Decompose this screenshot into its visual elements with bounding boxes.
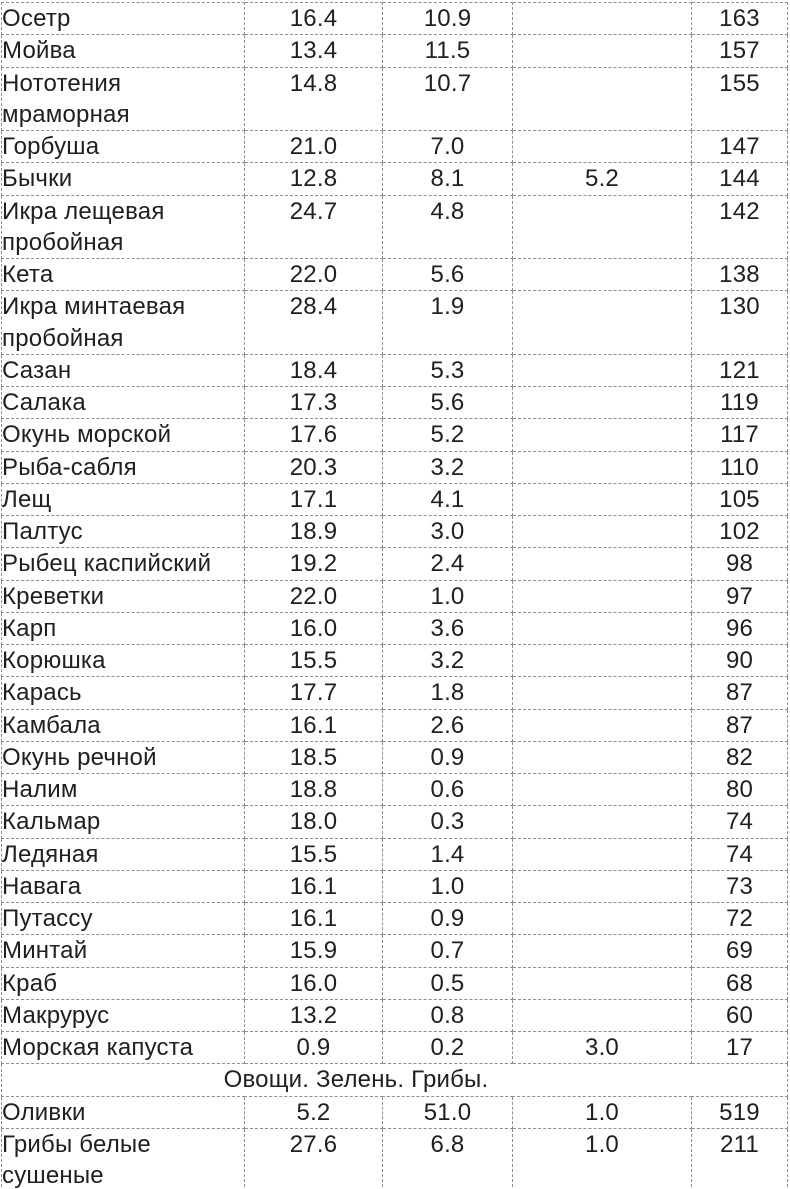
protein-cell: 16.0 [245, 612, 383, 644]
fat-cell: 1.4 [383, 838, 513, 870]
table-row [2, 870, 788, 902]
table-row [2, 516, 788, 548]
fat-cell: 1.0 [383, 580, 513, 612]
fat-cell: 1.8 [383, 677, 513, 709]
calories-cell: 519 [692, 1096, 788, 1128]
food-name-cell: Навага [2, 870, 245, 902]
food-name-cell: Палтус [2, 516, 245, 548]
carbs-cell [513, 709, 692, 741]
fat-cell: 2.4 [383, 548, 513, 580]
calories-cell: 69 [692, 935, 788, 967]
carbs-cell [513, 935, 692, 967]
protein-cell: 22.0 [245, 580, 383, 612]
fat-cell: 5.3 [383, 354, 513, 386]
calories-cell: 72 [692, 903, 788, 935]
carbs-cell: 5.2 [513, 163, 692, 195]
protein-cell: 18.0 [245, 806, 383, 838]
carbs-cell [513, 195, 692, 259]
calories-cell: 211 [692, 1128, 788, 1189]
food-name-cell: Налим [2, 774, 245, 806]
table-row [2, 935, 788, 967]
table-row [2, 131, 788, 163]
table-row [2, 67, 788, 131]
protein-cell: 0.9 [245, 1032, 383, 1064]
protein-cell: 13.4 [245, 35, 383, 67]
protein-cell: 17.7 [245, 677, 383, 709]
calories-cell: 17 [692, 1032, 788, 1064]
calories-cell: 157 [692, 35, 788, 67]
fat-cell: 0.9 [383, 903, 513, 935]
protein-cell: 14.8 [245, 67, 383, 131]
food-name-cell: Лещ [2, 483, 245, 515]
table-row [2, 195, 788, 259]
carbs-cell [513, 387, 692, 419]
table-row [2, 1128, 788, 1189]
fat-cell: 2.6 [383, 709, 513, 741]
protein-cell: 12.8 [245, 163, 383, 195]
table-row [2, 483, 788, 515]
fat-cell: 5.2 [383, 419, 513, 451]
carbs-cell [513, 580, 692, 612]
fat-cell: 0.9 [383, 741, 513, 773]
carbs-cell [513, 774, 692, 806]
carbs-cell [513, 3, 692, 35]
calories-cell: 80 [692, 774, 788, 806]
table-row [2, 774, 788, 806]
calories-cell: 73 [692, 870, 788, 902]
fat-cell: 6.8 [383, 1128, 513, 1189]
calories-cell: 97 [692, 580, 788, 612]
calories-cell: 96 [692, 612, 788, 644]
food-name-cell: Минтай [2, 935, 245, 967]
carbs-cell [513, 131, 692, 163]
food-name-cell: Кальмар [2, 806, 245, 838]
protein-cell: 20.3 [245, 451, 383, 483]
fat-cell: 0.6 [383, 774, 513, 806]
carbs-cell [513, 516, 692, 548]
calories-cell: 87 [692, 677, 788, 709]
carbs-cell: 1.0 [513, 1096, 692, 1128]
carbs-cell [513, 999, 692, 1031]
fat-cell: 4.1 [383, 483, 513, 515]
carbs-cell: 1.0 [513, 1128, 692, 1189]
carbs-cell: 3.0 [513, 1032, 692, 1064]
fat-cell: 0.8 [383, 999, 513, 1031]
protein-cell: 27.6 [245, 1128, 383, 1189]
fat-cell: 5.6 [383, 259, 513, 291]
calories-cell: 74 [692, 806, 788, 838]
fat-cell: 5.6 [383, 387, 513, 419]
calories-cell: 60 [692, 999, 788, 1031]
food-name-cell: Икра лещевая пробойная [2, 195, 245, 259]
food-name-cell: Сазан [2, 354, 245, 386]
table-row [2, 354, 788, 386]
fat-cell: 51.0 [383, 1096, 513, 1128]
carbs-cell [513, 259, 692, 291]
carbs-cell [513, 35, 692, 67]
calorie-table [1, 2, 788, 1189]
food-name-cell: Корюшка [2, 645, 245, 677]
food-name-cell: Рыбец каспийский [2, 548, 245, 580]
table-row [2, 451, 788, 483]
table-row [2, 259, 788, 291]
fat-cell: 0.2 [383, 1032, 513, 1064]
table-row [2, 1032, 788, 1064]
calories-cell: 87 [692, 709, 788, 741]
protein-cell: 22.0 [245, 259, 383, 291]
protein-cell: 16.0 [245, 967, 383, 999]
protein-cell: 18.8 [245, 774, 383, 806]
calories-cell: 155 [692, 67, 788, 131]
calories-cell: 144 [692, 163, 788, 195]
carbs-cell [513, 645, 692, 677]
protein-cell: 13.2 [245, 999, 383, 1031]
table-row [2, 419, 788, 451]
food-name-cell: Окунь речной [2, 741, 245, 773]
calories-cell: 98 [692, 548, 788, 580]
table-row [2, 677, 788, 709]
fat-cell: 1.0 [383, 870, 513, 902]
table-row [2, 838, 788, 870]
carbs-cell [513, 354, 692, 386]
food-name-cell: Грибы белые сушеные [2, 1128, 245, 1189]
table-row [2, 612, 788, 644]
calories-cell: 74 [692, 838, 788, 870]
table-row [2, 741, 788, 773]
table-row [2, 967, 788, 999]
food-name-cell: Карась [2, 677, 245, 709]
fat-cell: 0.5 [383, 967, 513, 999]
food-name-cell: Окунь морской [2, 419, 245, 451]
fat-cell: 11.5 [383, 35, 513, 67]
protein-cell: 24.7 [245, 195, 383, 259]
protein-cell: 16.1 [245, 870, 383, 902]
calories-cell: 121 [692, 354, 788, 386]
food-name-cell: Креветки [2, 580, 245, 612]
fat-cell: 3.2 [383, 645, 513, 677]
carbs-cell [513, 967, 692, 999]
fat-cell: 3.6 [383, 612, 513, 644]
carbs-cell [513, 677, 692, 709]
protein-cell: 28.4 [245, 291, 383, 355]
protein-cell: 18.5 [245, 741, 383, 773]
carbs-cell [513, 419, 692, 451]
fat-cell: 0.7 [383, 935, 513, 967]
food-name-cell: Нототения мраморная [2, 67, 245, 131]
carbs-cell [513, 483, 692, 515]
section-row [2, 1064, 788, 1096]
food-name-cell: Осетр [2, 3, 245, 35]
protein-cell: 17.1 [245, 483, 383, 515]
carbs-cell [513, 67, 692, 131]
calories-cell: 68 [692, 967, 788, 999]
table-row [2, 580, 788, 612]
calories-cell: 117 [692, 419, 788, 451]
table-row [2, 35, 788, 67]
fat-cell: 10.7 [383, 67, 513, 131]
food-name-cell: Рыба-сабля [2, 451, 245, 483]
calories-cell: 147 [692, 131, 788, 163]
food-name-cell: Макрурус [2, 999, 245, 1031]
fat-cell: 1.9 [383, 291, 513, 355]
calorie-table-body [2, 3, 788, 1189]
food-name-cell: Ледяная [2, 838, 245, 870]
food-name-cell: Путассу [2, 903, 245, 935]
fat-cell: 8.1 [383, 163, 513, 195]
calories-cell: 130 [692, 291, 788, 355]
table-row [2, 999, 788, 1031]
food-name-cell: Краб [2, 967, 245, 999]
table-row [2, 548, 788, 580]
table-row [2, 387, 788, 419]
section-label: Овощи. Зелень. Грибы. [2, 1064, 788, 1096]
food-name-cell: Морская капуста [2, 1032, 245, 1064]
food-name-cell: Оливки [2, 1096, 245, 1128]
protein-cell: 18.4 [245, 354, 383, 386]
carbs-cell [513, 291, 692, 355]
protein-cell: 16.4 [245, 3, 383, 35]
protein-cell: 5.2 [245, 1096, 383, 1128]
protein-cell: 19.2 [245, 548, 383, 580]
protein-cell: 15.5 [245, 838, 383, 870]
calories-cell: 163 [692, 3, 788, 35]
calories-cell: 82 [692, 741, 788, 773]
table-row [2, 3, 788, 35]
protein-cell: 21.0 [245, 131, 383, 163]
table-row [2, 709, 788, 741]
protein-cell: 15.5 [245, 645, 383, 677]
food-name-cell: Карп [2, 612, 245, 644]
calories-cell: 102 [692, 516, 788, 548]
table-row [2, 903, 788, 935]
calories-cell: 110 [692, 451, 788, 483]
fat-cell: 10.9 [383, 3, 513, 35]
food-name-cell: Камбала [2, 709, 245, 741]
protein-cell: 16.1 [245, 903, 383, 935]
fat-cell: 3.0 [383, 516, 513, 548]
carbs-cell [513, 806, 692, 838]
protein-cell: 17.3 [245, 387, 383, 419]
fat-cell: 4.8 [383, 195, 513, 259]
fat-cell: 7.0 [383, 131, 513, 163]
carbs-cell [513, 612, 692, 644]
carbs-cell [513, 741, 692, 773]
calories-cell: 105 [692, 483, 788, 515]
table-row [2, 806, 788, 838]
calories-cell: 119 [692, 387, 788, 419]
calories-cell: 90 [692, 645, 788, 677]
food-name-cell: Бычки [2, 163, 245, 195]
food-name-cell: Мойва [2, 35, 245, 67]
food-name-cell: Икра минтаевая пробойная [2, 291, 245, 355]
food-name-cell: Горбуша [2, 131, 245, 163]
food-name-cell: Салака [2, 387, 245, 419]
carbs-cell [513, 548, 692, 580]
protein-cell: 17.6 [245, 419, 383, 451]
carbs-cell [513, 870, 692, 902]
calories-cell: 138 [692, 259, 788, 291]
fat-cell: 0.3 [383, 806, 513, 838]
food-name-cell: Кета [2, 259, 245, 291]
protein-cell: 18.9 [245, 516, 383, 548]
carbs-cell [513, 903, 692, 935]
table-row [2, 291, 788, 355]
table-row [2, 645, 788, 677]
fat-cell: 3.2 [383, 451, 513, 483]
calories-cell: 142 [692, 195, 788, 259]
carbs-cell [513, 838, 692, 870]
protein-cell: 16.1 [245, 709, 383, 741]
table-row [2, 1096, 788, 1128]
carbs-cell [513, 451, 692, 483]
protein-cell: 15.9 [245, 935, 383, 967]
table-row [2, 163, 788, 195]
